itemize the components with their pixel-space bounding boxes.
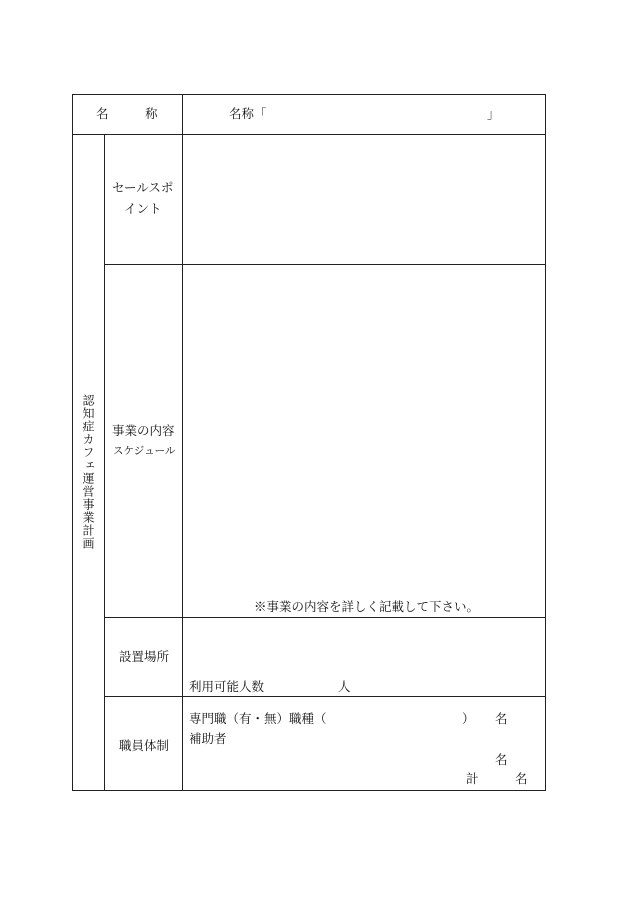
selling-point-label-1: セールスポ [112,180,174,195]
business-note: ※事業の内容を詳しく記載して下さい。 [254,599,480,614]
total-label: 計 [466,771,479,786]
name-prefix: 名称「 [229,106,267,121]
border-header-bottom [72,134,546,135]
border-selling-bottom [104,264,546,265]
border-top [72,94,546,95]
border-right [545,94,546,791]
staff-label: 職員体制 [119,738,170,753]
assistant-line: 補助者 [189,731,227,746]
header-label-left: 名 [96,106,109,121]
location-label: 設置場所 [119,649,170,664]
total-unit: 名 [515,771,528,786]
specialist-line: 専門職（有・無）職種（ [189,711,327,726]
name-suffix: 」 [487,106,500,121]
business-label: 事業の内容 [112,423,175,438]
border-location-bottom [104,696,546,697]
assistant-unit: 名 [495,752,508,767]
border-section-divider [104,134,105,791]
section-vertical-title: 認知症カフェ運営事業計画 [81,394,95,550]
capacity-unit: 人 [338,679,351,694]
border-bottom [72,790,546,791]
border-left [72,94,73,791]
header-label-right: 称 [145,106,158,121]
business-sublabel: スケジュール [113,445,176,457]
selling-point-label-2: イント [124,201,162,216]
specialist-unit: 名 [495,711,508,726]
border-label-divider [182,94,183,791]
specialist-close: ） [462,711,475,726]
border-business-bottom [104,617,546,618]
capacity-label: 利用可能人数 [189,679,265,694]
plan-form [72,94,546,790]
